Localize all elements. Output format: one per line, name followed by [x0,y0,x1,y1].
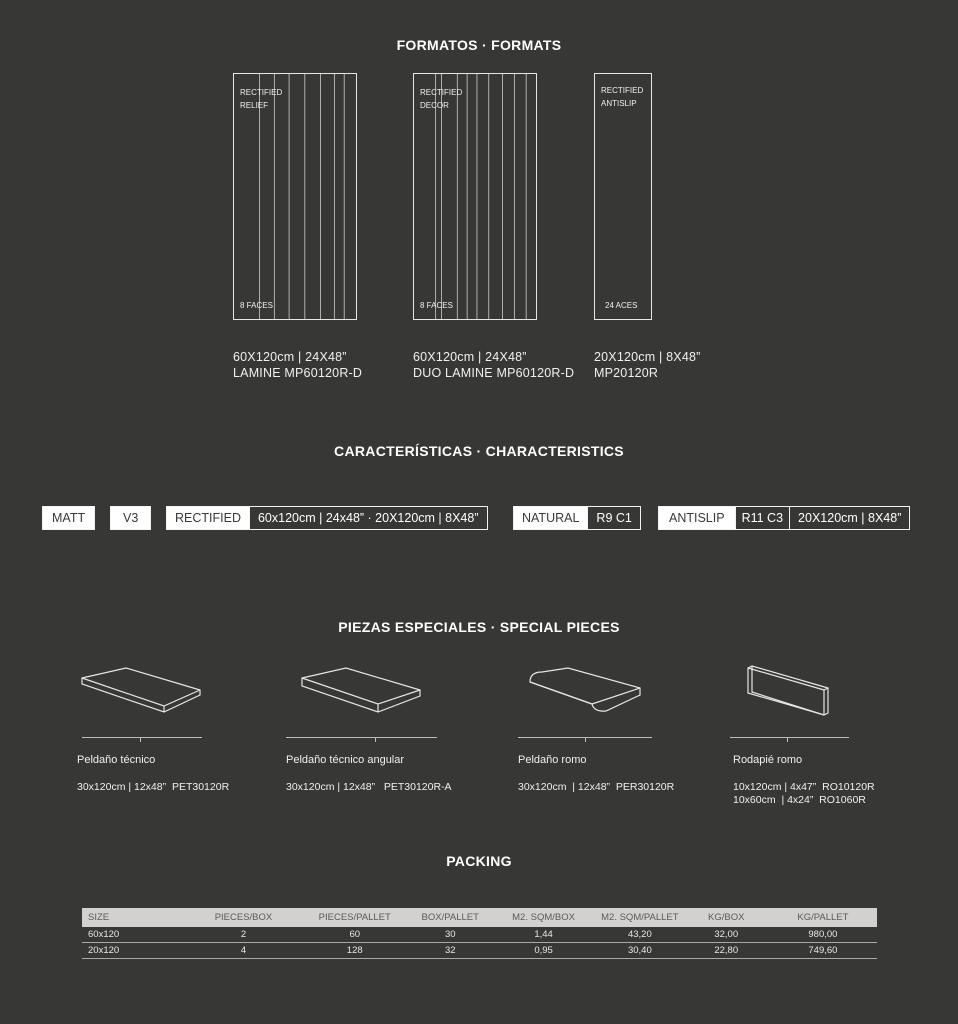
table-cell: 749,60 [769,943,877,959]
piece-name: Rodapié romo [733,754,803,766]
piece-spec: 30x120cm | 12x48” PER30120R [518,781,675,793]
col-header: PIECES/PALLET [300,908,409,927]
chip-antislip: ANTISLIP [658,506,736,530]
piece-divider [730,737,849,738]
format-tile-relief [233,73,357,320]
format-size: 60X120cm | 24X48” [233,350,347,364]
chip-group-rectified [166,506,488,530]
table-row [82,927,877,943]
format-code: LAMINE MP60120R-D [233,366,363,380]
chip-v3: V3 [110,506,151,530]
stair-tread-technical-icon [78,662,206,714]
col-header: PIECES/BOX [187,908,300,927]
chip-group-natural [513,506,641,530]
table-row [82,943,877,959]
table-cell: 43,20 [596,927,684,943]
format-size: 20X120cm | 8X48” [594,350,701,364]
piece-divider [286,737,437,738]
table-cell: 32 [409,943,491,959]
table-cell: 20x120 [82,943,187,959]
piece-name: Peldaño técnico angular [286,754,405,766]
table-cell: 30,40 [596,943,684,959]
piece-divider-tick [585,737,586,742]
col-header: M2. SQM/PALLET [596,908,684,927]
table-cell: 0,95 [491,943,596,959]
piece-divider [82,737,202,738]
table-cell: 1,44 [491,927,596,943]
format-caption-relief [233,349,362,381]
format-size: 60X120cm | 24X48” [413,350,527,364]
chip-group-v3 [110,506,151,530]
chip-antislip-rating: R11 C3 [736,506,790,530]
format-code: DUO LAMINE MP60120R-D [413,366,575,380]
format-code: MP20120R [594,366,659,380]
chip-antislip-size: 20X120cm | 8X48” [790,506,910,530]
table-cell: 4 [187,943,300,959]
chip-matt: MATT [42,506,95,530]
format-caption-antislip [594,349,701,381]
skirting-bullnose-icon [742,662,834,716]
tile-faces: 24 ACES [605,301,638,310]
tile-label: RECTIFIED ANTISLIP [601,86,644,108]
format-tile-antislip [594,73,652,320]
stair-tread-bullnose-icon [522,662,650,714]
chip-natural: NATURAL [513,506,588,530]
tile-label: RECTIFIED DECOR [420,88,463,110]
piece-spec: 30x120cm | 12x48” PET30120R [77,781,230,793]
format-tile-decor [413,73,537,320]
table-cell: 2 [187,927,300,943]
piece-divider-tick [140,737,141,742]
chip-group-antislip [658,506,910,530]
table-cell: 32,00 [684,927,769,943]
piece-spec: 30x120cm | 12x48” PET30120R-A [286,781,452,793]
characteristics-title: CARACTERÍSTICAS · CHARACTERISTICS [334,443,624,459]
piece-name: Peldaño romo [518,754,587,766]
table-cell: 60x120 [82,927,187,943]
piece-divider-tick [375,737,376,742]
tile-label: RECTIFIED RELIEF [240,88,283,110]
table-cell: 128 [300,943,409,959]
table-cell: 22,80 [684,943,769,959]
piece-name: Peldaño técnico [77,754,156,766]
chip-group-matt [42,506,95,530]
piece-divider-tick [787,737,788,742]
format-caption-decor [413,349,574,381]
formats-title: FORMATOS · FORMATS [396,37,562,53]
chip-natural-rating: R9 C1 [588,506,640,530]
col-header: SIZE [82,908,187,927]
packing-header-row [82,908,877,927]
tile-faces: 8 FACES [420,301,453,310]
chip-rectified-sizes: 60x120cm | 24x48” · 20X120cm | 8X48” [250,506,488,530]
special-pieces-title: PIEZAS ESPECIALES · SPECIAL PIECES [338,619,620,635]
stair-tread-angular-icon [298,662,426,714]
tile-faces: 8 FACES [240,301,273,310]
col-header: BOX/PALLET [409,908,491,927]
packing-title: PACKING [446,853,512,869]
packing-table [82,908,877,959]
col-header: KG/PALLET [769,908,877,927]
table-cell: 30 [409,927,491,943]
table-cell: 60 [300,927,409,943]
chip-rectified: RECTIFIED [166,506,250,530]
col-header: M2. SQM/BOX [491,908,596,927]
table-cell: 980,00 [769,927,877,943]
piece-spec: 10x120cm | 4x47” RO10120R 10x60cm | 4x24” RO1060R [733,781,875,806]
col-header: KG/BOX [684,908,769,927]
